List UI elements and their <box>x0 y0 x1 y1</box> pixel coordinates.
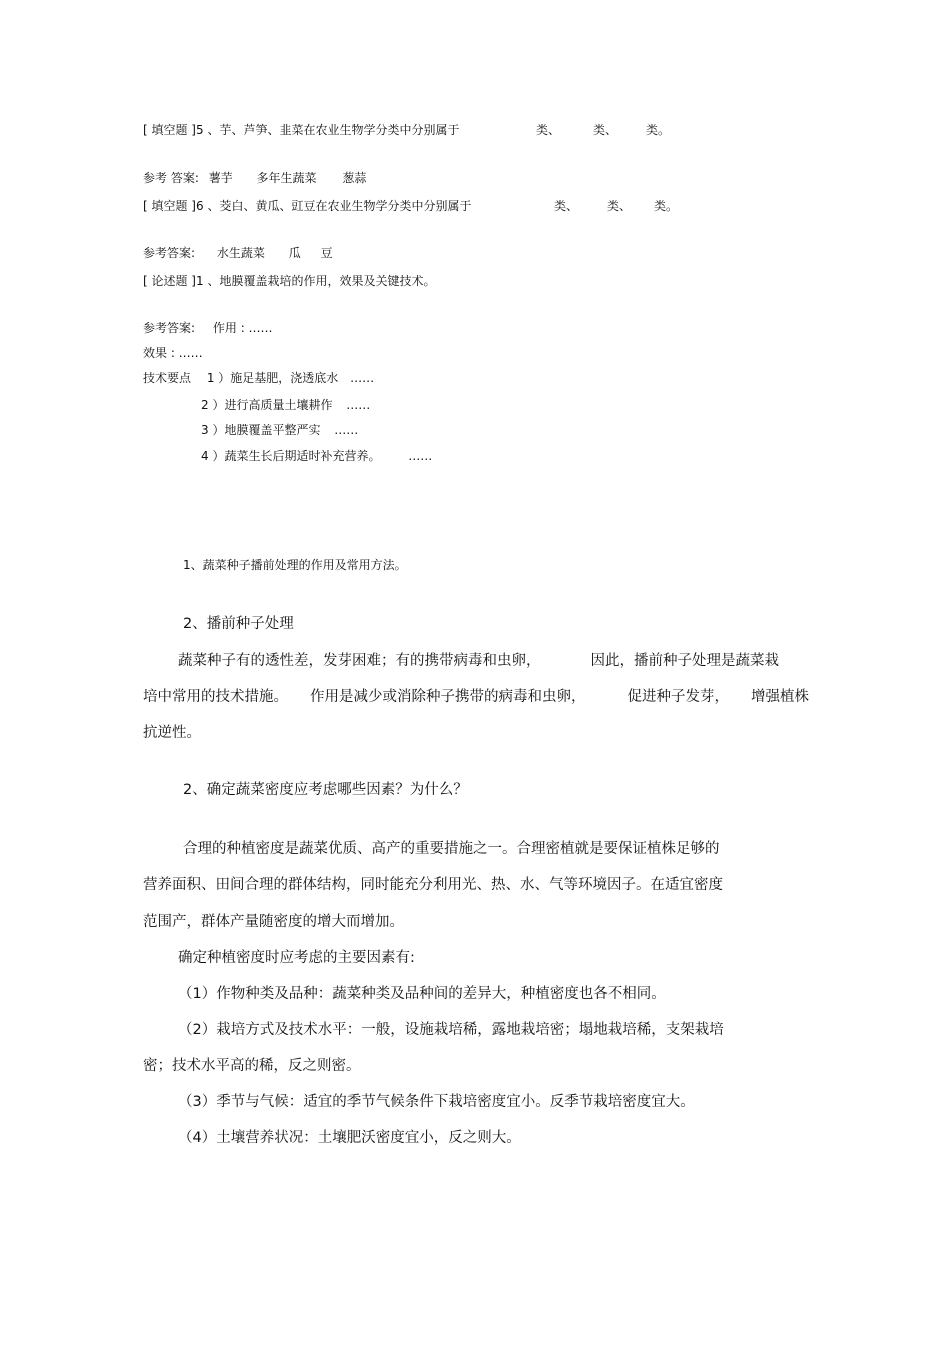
essay1-role: 作用 : …… <box>212 321 273 335</box>
q6-answer-3: 豆 <box>320 246 333 260</box>
q5-answer-2: 多年生蔬菜 <box>256 171 317 185</box>
s2-para-line-3: 范围产，群体产量随密度的增大而增加。 <box>143 914 404 930</box>
s1-text: 增强植株 <box>751 689 809 705</box>
essay1-point-3 <box>201 421 358 438</box>
s2-intro: 确定种植密度时应考虑的主要因素有: <box>178 950 415 966</box>
s1-text: 培中常用的技术措施。 <box>143 689 288 705</box>
q6-answer-2: 瓜 <box>288 246 301 260</box>
essay1-effect: 效果 : …… <box>143 346 203 360</box>
q6-tag: [ 填空题 ]6 、 <box>143 199 220 213</box>
point-num: 2 ） <box>201 398 225 412</box>
point-text: 蔬菜生长后期适时补充营养。 <box>224 449 381 463</box>
point-dots: …… <box>346 398 371 412</box>
q6-blank-1: 类、 <box>554 199 579 213</box>
point-text: 进行高质量土壤耕作 <box>224 398 333 412</box>
q6-answer <box>143 244 333 261</box>
essay1-line <box>143 272 435 289</box>
key-points-label: 技术要点 <box>143 371 192 385</box>
q5-answer-3: 葱蒜 <box>342 171 367 185</box>
s1-line-3: 抗逆性。 <box>143 725 201 741</box>
q5-blank-2: 类、 <box>593 123 618 137</box>
q6-blank-2: 类、 <box>607 199 632 213</box>
s1-heading: 2、播前种子处理 <box>183 616 294 632</box>
essay1-point-4 <box>201 447 432 464</box>
essay1-point-1 <box>143 369 374 386</box>
essay1-point-2 <box>201 396 370 413</box>
point-dots: …… <box>334 423 359 437</box>
point-num: 1 ） <box>206 371 231 385</box>
s1-line-2 <box>143 685 809 706</box>
q5-answer <box>143 169 366 186</box>
s2-factor-2: （2）栽培方式及技术水平：一般，设施栽培稀，露地栽培密；塌地栽培稀，支架栽培 <box>178 1022 724 1038</box>
s1-text: 因此，播前种子处理是蔬菜栽 <box>590 653 779 669</box>
s1-question: 1、蔬菜种子播前处理的作用及常用方法。 <box>183 558 407 572</box>
point-num: 4 ） <box>201 449 225 463</box>
q5-tag: [ 填空题 ]5 、 <box>143 123 220 137</box>
point-num: 3 ） <box>201 423 225 437</box>
essay1-answer <box>143 319 273 336</box>
q5-blank-1: 类、 <box>536 123 561 137</box>
q5-text: 芋、芦笋、韭菜在农业生物学分类中分别属于 <box>219 123 460 137</box>
s2-factor-4: （4）土壤营养状况：土壤肥沃密度宜小，反之则大。 <box>178 1130 521 1146</box>
s2-factor-3: （3）季节与气候：适宜的季节气候条件下栽培密度宜小。反季节栽培密度宜大。 <box>178 1094 695 1110</box>
q6-line <box>143 197 471 214</box>
essay1-answer-label: 参考答案: <box>143 321 196 335</box>
point-text: 施足基肥，浇透底水 <box>230 371 339 385</box>
point-text: 地膜覆盖平整严实 <box>224 423 321 437</box>
q5-answer-1: 薯芋 <box>208 171 233 185</box>
s1-text: 蔬菜种子有的透性差，发芽困难；有的携带病毒和虫卵， <box>178 653 541 669</box>
s2-para-line-1: 合理的种植密度是蔬菜优质、高产的重要措施之一。合理密植就是要保证植株足够的 <box>183 841 720 857</box>
s2-factor-2-cont: 密；技术水平高的稀，反之则密。 <box>143 1058 361 1074</box>
s1-text: 作用是减少或消除种子携带的病毒和虫卵， <box>310 689 586 705</box>
essay1-text: 地膜覆盖栽培的作用，效果及关键技术。 <box>219 274 436 288</box>
q6-text: 茭白、黄瓜、豇豆在农业生物学分类中分别属于 <box>219 199 472 213</box>
point-dots: …… <box>408 449 433 463</box>
s1-text: 促进种子发芽， <box>627 689 729 705</box>
q5-line <box>143 121 459 138</box>
point-dots: …… <box>350 371 375 385</box>
q6-answer-label: 参考答案: <box>143 246 196 260</box>
s1-line-1 <box>178 649 779 670</box>
q5-answer-label: 参考 答案: <box>143 171 199 185</box>
s2-question: 2、确定蔬菜密度应考虑哪些因素？为什么？ <box>183 782 468 798</box>
essay1-tag: [ 论述题 ]1 、 <box>143 274 220 288</box>
s2-factor-1: （1）作物种类及品种：蔬菜种类及品种间的差异大，种植密度也各不相同。 <box>178 986 666 1002</box>
s2-para-line-2: 营养面积、田间合理的群体结构，同时能充分利用光、热、水、气等环境因子。在适宜密度 <box>143 877 723 893</box>
q6-answer-1: 水生蔬菜 <box>216 246 265 260</box>
q5-blank-3: 类。 <box>646 123 671 137</box>
q6-blank-3: 类。 <box>654 199 679 213</box>
